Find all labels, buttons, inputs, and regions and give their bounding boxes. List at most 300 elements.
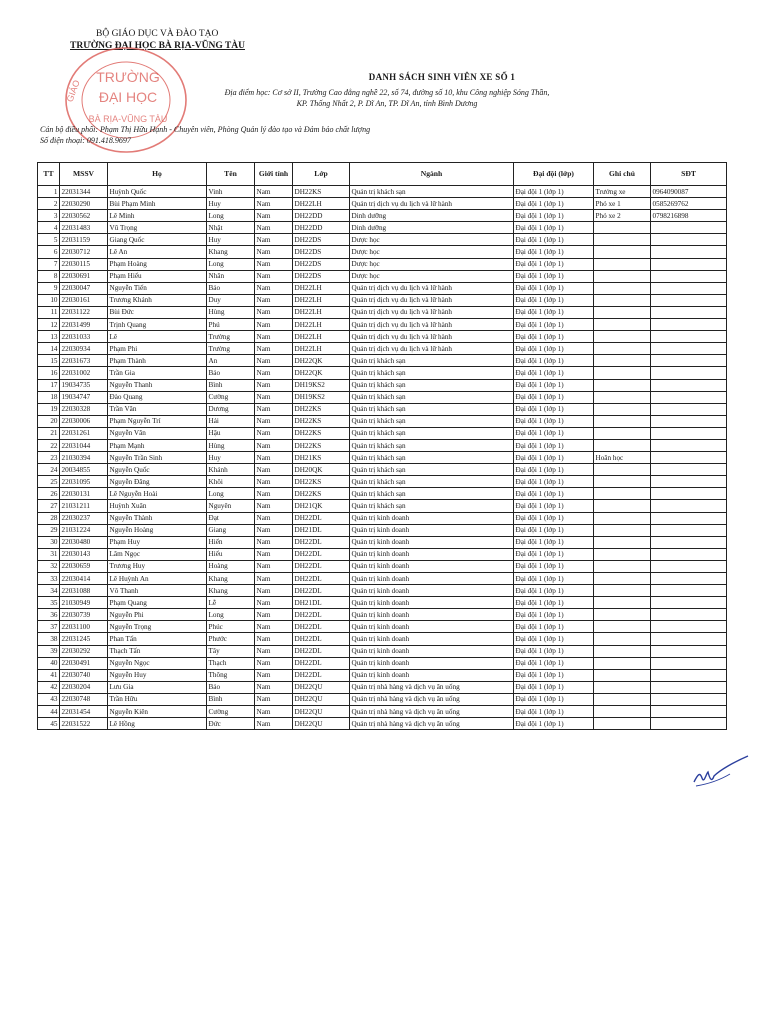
col-nganh-cell: Dược học — [350, 270, 514, 282]
col-nganh-cell: Quản trị dịch vụ du lịch và lữ hành — [350, 282, 514, 294]
col-lop-cell: DH22DL — [293, 573, 350, 585]
table-row — [38, 500, 727, 512]
col-ghi-chu-cell — [594, 391, 651, 403]
col-mssv-cell: 22031033 — [60, 331, 108, 343]
col-ho-cell: Võ Thanh — [108, 585, 207, 597]
table-row — [38, 476, 727, 488]
col-nganh-header: Ngành — [350, 163, 514, 186]
col-lop-cell: DH21DL — [293, 524, 350, 536]
col-gioi-tinh-cell: Nam — [255, 391, 293, 403]
col-nganh-cell: Quản trị dịch vụ du lịch và lữ hành — [350, 198, 514, 210]
col-nganh-cell: Quản trị nhà hàng và dịch vụ ăn uống — [350, 718, 514, 730]
table-row — [38, 621, 727, 633]
col-ghi-chu-cell — [594, 258, 651, 270]
col-mssv-cell: 19034735 — [60, 379, 108, 391]
col-nganh-cell: Dinh dưỡng — [350, 210, 514, 222]
col-tt-cell: 3 — [38, 210, 60, 222]
col-lop-cell: DH22LH — [293, 306, 350, 318]
col-gioi-tinh-cell: Nam — [255, 198, 293, 210]
col-nganh-cell: Quản trị dịch vụ du lịch và lữ hành — [350, 319, 514, 331]
col-ten-cell: Bảo — [207, 282, 255, 294]
col-tt-cell: 8 — [38, 270, 60, 282]
col-dai-doi-cell: Đại đội 1 (lớp 1) — [514, 633, 594, 645]
table-row — [38, 415, 727, 427]
col-lop-cell: DH22QU — [293, 718, 350, 730]
col-sdt-cell — [651, 343, 727, 355]
col-ten-cell: Hoàng — [207, 560, 255, 572]
col-mssv-cell: 22031454 — [60, 706, 108, 718]
col-lop-cell: DH22DL — [293, 560, 350, 572]
col-lop-cell: DH22DL — [293, 512, 350, 524]
col-dai-doi-cell: Đại đội 1 (lớp 1) — [514, 427, 594, 439]
col-nganh-cell: Quản trị dịch vụ du lịch và lữ hành — [350, 306, 514, 318]
col-gioi-tinh-cell: Nam — [255, 548, 293, 560]
col-ghi-chu-cell — [594, 657, 651, 669]
col-dai-doi-cell: Đại đội 1 (lớp 1) — [514, 246, 594, 258]
col-sdt-cell — [651, 355, 727, 367]
col-sdt-cell — [651, 536, 727, 548]
col-tt-cell: 20 — [38, 415, 60, 427]
col-ten-cell: Dương — [207, 403, 255, 415]
col-lop-cell: DH22KS — [293, 186, 350, 198]
col-dai-doi-cell: Đại đội 1 (lớp 1) — [514, 718, 594, 730]
col-ten-cell: Cường — [207, 706, 255, 718]
col-ho-cell: Lê Huỳnh An — [108, 573, 207, 585]
col-lop-cell: DH22QU — [293, 693, 350, 705]
col-sdt-cell — [651, 621, 727, 633]
col-ten-cell: Phú — [207, 319, 255, 331]
col-gioi-tinh-cell: Nam — [255, 234, 293, 246]
col-gioi-tinh-cell: Nam — [255, 246, 293, 258]
col-sdt-cell — [651, 669, 727, 681]
col-ghi-chu-cell — [594, 633, 651, 645]
col-dai-doi-cell: Đại đội 1 (lớp 1) — [514, 319, 594, 331]
col-lop-cell: DH19KS2 — [293, 379, 350, 391]
col-ghi-chu-cell — [594, 706, 651, 718]
col-dai-doi-cell: Đại đội 1 (lớp 1) — [514, 476, 594, 488]
col-sdt-cell — [651, 391, 727, 403]
col-gioi-tinh-cell: Nam — [255, 403, 293, 415]
col-gioi-tinh-cell: Nam — [255, 597, 293, 609]
col-dai-doi-cell: Đại đội 1 (lớp 1) — [514, 597, 594, 609]
col-ghi-chu-cell — [594, 246, 651, 258]
col-sdt-cell — [651, 222, 727, 234]
col-sdt-cell — [651, 452, 727, 464]
col-lop-cell: DH22DS — [293, 234, 350, 246]
col-ghi-chu-cell — [594, 645, 651, 657]
col-dai-doi-cell: Đại đội 1 (lớp 1) — [514, 548, 594, 560]
col-gioi-tinh-cell: Nam — [255, 718, 293, 730]
col-gioi-tinh-cell: Nam — [255, 500, 293, 512]
table-row — [38, 524, 727, 536]
col-mssv-cell: 22031673 — [60, 355, 108, 367]
col-ho-cell: Huỳnh Quốc — [108, 186, 207, 198]
col-dai-doi-cell: Đại đội 1 (lớp 1) — [514, 452, 594, 464]
col-mssv-header: MSSV — [60, 163, 108, 186]
col-lop-cell: DH22KS — [293, 427, 350, 439]
col-ghi-chu-cell — [594, 573, 651, 585]
table-row — [38, 294, 727, 306]
col-dai-doi-cell: Đại đội 1 (lớp 1) — [514, 306, 594, 318]
col-gioi-tinh-cell: Nam — [255, 693, 293, 705]
col-gioi-tinh-cell: Nam — [255, 294, 293, 306]
col-ho-cell: Nguyễn Trần Sinh — [108, 452, 207, 464]
table-row — [38, 573, 727, 585]
table-row — [38, 222, 727, 234]
col-tt-cell: 14 — [38, 343, 60, 355]
col-ten-cell: Long — [207, 488, 255, 500]
table-row — [38, 548, 727, 560]
col-ghi-chu-cell: Phó xe 1 — [594, 198, 651, 210]
col-tt-cell: 24 — [38, 464, 60, 476]
col-dai-doi-cell: Đại đội 1 (lớp 1) — [514, 609, 594, 621]
col-mssv-cell: 22031044 — [60, 439, 108, 451]
col-lop-cell: DH22KS — [293, 415, 350, 427]
col-dai-doi-cell: Đại đội 1 (lớp 1) — [514, 355, 594, 367]
col-gioi-tinh-cell: Nam — [255, 536, 293, 548]
col-ghi-chu-cell — [594, 536, 651, 548]
col-ten-cell: Thông — [207, 669, 255, 681]
col-dai-doi-cell: Đại đội 1 (lớp 1) — [514, 621, 594, 633]
col-ghi-chu-cell — [594, 439, 651, 451]
col-nganh-cell: Quản trị khách sạn — [350, 452, 514, 464]
col-ghi-chu-cell — [594, 403, 651, 415]
col-gioi-tinh-cell: Nam — [255, 210, 293, 222]
col-mssv-cell: 22031245 — [60, 633, 108, 645]
col-gioi-tinh-cell: Nam — [255, 609, 293, 621]
svg-text:TRƯỜNG: TRƯỜNG — [96, 69, 160, 85]
col-mssv-cell: 22030143 — [60, 548, 108, 560]
col-mssv-cell: 22030290 — [60, 198, 108, 210]
col-tt-cell: 33 — [38, 573, 60, 585]
table-row — [38, 560, 727, 572]
table-row — [38, 693, 727, 705]
col-tt-cell: 40 — [38, 657, 60, 669]
col-dai-doi-cell: Đại đội 1 (lớp 1) — [514, 270, 594, 282]
col-lop-cell: DH20QK — [293, 464, 350, 476]
col-sdt-cell — [651, 693, 727, 705]
col-tt-cell: 26 — [38, 488, 60, 500]
col-nganh-cell: Quản trị khách sạn — [350, 488, 514, 500]
col-nganh-cell: Quản trị nhà hàng và dịch vụ ăn uống — [350, 681, 514, 693]
col-mssv-cell: 22030562 — [60, 210, 108, 222]
col-sdt-cell — [651, 367, 727, 379]
col-tt-cell: 36 — [38, 609, 60, 621]
col-nganh-cell: Quản trị dịch vụ du lịch và lữ hành — [350, 343, 514, 355]
col-gioi-tinh-cell: Nam — [255, 306, 293, 318]
table-row — [38, 439, 727, 451]
col-mssv-cell: 22031088 — [60, 585, 108, 597]
col-tt-header: TT — [38, 163, 60, 186]
col-ho-header: Họ — [108, 163, 207, 186]
col-gioi-tinh-cell: Nam — [255, 585, 293, 597]
col-ten-cell: Hiếu — [207, 548, 255, 560]
col-mssv-cell: 22031261 — [60, 427, 108, 439]
col-lop-header: Lớp — [293, 163, 350, 186]
col-nganh-cell: Quản trị kinh doanh — [350, 669, 514, 681]
col-nganh-cell: Quản trị khách sạn — [350, 476, 514, 488]
col-gioi-tinh-cell: Nam — [255, 669, 293, 681]
col-gioi-tinh-cell: Nam — [255, 258, 293, 270]
svg-text:ĐẠI HỌC: ĐẠI HỌC — [98, 89, 158, 105]
col-nganh-cell: Quản trị khách sạn — [350, 439, 514, 451]
col-ten-cell: Hùng — [207, 306, 255, 318]
col-ghi-chu-cell — [594, 234, 651, 246]
col-ho-cell: Nguyễn Trọng — [108, 621, 207, 633]
col-dai-doi-cell: Đại đội 1 (lớp 1) — [514, 573, 594, 585]
col-lop-cell: DH22DL — [293, 621, 350, 633]
col-gioi-tinh-cell: Nam — [255, 415, 293, 427]
col-ten-cell: Bình — [207, 379, 255, 391]
col-ho-cell: Phạm Quang — [108, 597, 207, 609]
col-sdt-cell — [651, 439, 727, 451]
document-title: DANH SÁCH SINH VIÊN XE SỐ 1 — [368, 72, 516, 82]
table-row — [38, 669, 727, 681]
col-ho-cell: Lê Hồng — [108, 718, 207, 730]
table-row — [38, 645, 727, 657]
col-ten-cell: Nguyên — [207, 500, 255, 512]
col-ho-cell: Phạm Hiếu — [108, 270, 207, 282]
col-sdt-cell — [651, 258, 727, 270]
col-sdt-cell — [651, 379, 727, 391]
svg-text:GIÁO: GIÁO — [64, 78, 82, 104]
table-row — [38, 282, 727, 294]
col-tt-cell: 35 — [38, 597, 60, 609]
col-nganh-cell: Quản trị kinh doanh — [350, 536, 514, 548]
col-mssv-cell: 22030712 — [60, 246, 108, 258]
col-ho-cell: Đào Quang — [108, 391, 207, 403]
table-row — [38, 403, 727, 415]
col-ten-cell: Long — [207, 609, 255, 621]
col-ho-cell: Bùi Đức — [108, 306, 207, 318]
col-dai-doi-cell: Đại đội 1 (lớp 1) — [514, 657, 594, 669]
col-ten-cell: Khánh — [207, 464, 255, 476]
col-ho-cell: Phạm Mạnh — [108, 439, 207, 451]
col-dai-doi-cell: Đại đội 1 (lớp 1) — [514, 343, 594, 355]
col-dai-doi-cell: Đại đội 1 (lớp 1) — [514, 536, 594, 548]
col-ho-cell: Nguyễn Kiên — [108, 706, 207, 718]
col-lop-cell: DH22DL — [293, 633, 350, 645]
col-ho-cell: Phạm Nguyễn Trí — [108, 415, 207, 427]
col-nganh-cell: Quản trị dịch vụ du lịch và lữ hành — [350, 294, 514, 306]
table-row — [38, 512, 727, 524]
col-lop-cell: DH22DS — [293, 246, 350, 258]
col-dai-doi-cell: Đại đội 1 (lớp 1) — [514, 294, 594, 306]
col-lop-cell: DH22DL — [293, 657, 350, 669]
ministry-name: BỘ GIÁO DỤC VÀ ĐÀO TẠO — [96, 29, 219, 39]
col-lop-cell: DH22QK — [293, 355, 350, 367]
col-tt-cell: 7 — [38, 258, 60, 270]
col-nganh-cell: Dược học — [350, 234, 514, 246]
col-lop-cell: DH21QK — [293, 500, 350, 512]
table-row — [38, 706, 727, 718]
col-dai-doi-cell: Đại đội 1 (lớp 1) — [514, 645, 594, 657]
col-nganh-cell: Quản trị khách sạn — [350, 500, 514, 512]
table-row — [38, 186, 727, 198]
col-gioi-tinh-cell: Nam — [255, 681, 293, 693]
col-ho-cell: Trần Hữu — [108, 693, 207, 705]
col-mssv-cell: 22031159 — [60, 234, 108, 246]
col-nganh-cell: Dược học — [350, 258, 514, 270]
col-dai-doi-cell: Đại đội 1 (lớp 1) — [514, 415, 594, 427]
table-row — [38, 609, 727, 621]
col-dai-doi-cell: Đại đội 1 (lớp 1) — [514, 464, 594, 476]
col-nganh-cell: Quản trị nhà hàng và dịch vụ ăn uống — [350, 706, 514, 718]
col-nganh-cell: Quản trị kinh doanh — [350, 548, 514, 560]
col-ghi-chu-cell — [594, 524, 651, 536]
col-lop-cell: DH21DL — [293, 597, 350, 609]
study-location: Địa điểm học: Cơ sở II, Trường Cao đẳng nghề 22, số 74, đường số 10, khu Công nghiệp Sóng Thần, KP. Thống Nhất 2, P. Dĩ An, TP. Dĩ An, tỉnh Bình Dương — [224, 88, 550, 108]
col-ho-cell: Lâm Ngọc — [108, 548, 207, 560]
col-ho-cell: Trương Huy — [108, 560, 207, 572]
col-mssv-cell: 19034747 — [60, 391, 108, 403]
col-lop-cell: DH22DL — [293, 536, 350, 548]
col-mssv-cell: 22030006 — [60, 415, 108, 427]
col-mssv-cell: 22031499 — [60, 319, 108, 331]
col-dai-doi-cell: Đại đội 1 (lớp 1) — [514, 585, 594, 597]
col-tt-cell: 28 — [38, 512, 60, 524]
table-row — [38, 488, 727, 500]
col-sdt-cell — [651, 633, 727, 645]
table-row — [38, 270, 727, 282]
col-ghi-chu-cell — [594, 464, 651, 476]
col-ghi-chu-cell — [594, 415, 651, 427]
col-gioi-tinh-cell: Nam — [255, 657, 293, 669]
col-ghi-chu-cell — [594, 512, 651, 524]
table-row — [38, 306, 727, 318]
col-sdt-cell: 0964090087 — [651, 186, 727, 198]
col-ho-cell: Vũ Trọng — [108, 222, 207, 234]
col-lop-cell: DH22KS — [293, 403, 350, 415]
col-mssv-cell: 22030292 — [60, 645, 108, 657]
col-gioi-tinh-cell: Nam — [255, 367, 293, 379]
col-lop-cell: DH22DS — [293, 258, 350, 270]
col-ho-cell: Nguyễn Ngọc — [108, 657, 207, 669]
col-sdt-cell — [651, 319, 727, 331]
col-nganh-cell: Quản trị kinh doanh — [350, 585, 514, 597]
col-ho-cell: Trần Gia — [108, 367, 207, 379]
col-sdt-cell: 0798216898 — [651, 210, 727, 222]
col-ten-cell: Hiển — [207, 536, 255, 548]
table-row — [38, 536, 727, 548]
col-mssv-cell: 22030934 — [60, 343, 108, 355]
col-sdt-cell — [651, 476, 727, 488]
col-gioi-tinh-cell: Nam — [255, 524, 293, 536]
col-dai-doi-cell: Đại đội 1 (lớp 1) — [514, 560, 594, 572]
col-gioi-tinh-cell: Nam — [255, 439, 293, 451]
col-sdt-cell — [651, 234, 727, 246]
col-nganh-cell: Quản trị khách sạn — [350, 403, 514, 415]
col-gioi-tinh-cell: Nam — [255, 222, 293, 234]
col-ten-cell: Cường — [207, 391, 255, 403]
col-sdt-cell — [651, 585, 727, 597]
col-ho-cell: Phạm Phi — [108, 343, 207, 355]
col-ten-cell: Trường — [207, 331, 255, 343]
col-ho-cell: Lê Nguyễn Hoài — [108, 488, 207, 500]
table-row — [38, 391, 727, 403]
col-tt-cell: 22 — [38, 439, 60, 451]
col-nganh-cell: Quản trị khách sạn — [350, 427, 514, 439]
col-ho-cell: Lê Minh — [108, 210, 207, 222]
col-ten-cell: An — [207, 355, 255, 367]
col-tt-cell: 42 — [38, 681, 60, 693]
col-mssv-cell: 21031224 — [60, 524, 108, 536]
col-tt-cell: 6 — [38, 246, 60, 258]
svg-text:BÀ RỊA-VŨNG TÀU: BÀ RỊA-VŨNG TÀU — [88, 114, 168, 124]
col-ho-cell: Nguyễn Phi — [108, 609, 207, 621]
col-lop-cell: DH22LH — [293, 343, 350, 355]
col-lop-cell: DH22KS — [293, 476, 350, 488]
col-tt-cell: 31 — [38, 548, 60, 560]
col-tt-cell: 21 — [38, 427, 60, 439]
col-tt-cell: 12 — [38, 319, 60, 331]
col-ghi-chu-cell — [594, 379, 651, 391]
col-sdt-cell — [651, 415, 727, 427]
col-ten-header: Tên — [207, 163, 255, 186]
col-lop-cell: DH22LH — [293, 294, 350, 306]
col-mssv-cell: 22031344 — [60, 186, 108, 198]
col-ten-cell: Long — [207, 210, 255, 222]
table-header-row — [38, 163, 727, 186]
table-row — [38, 427, 727, 439]
col-tt-cell: 30 — [38, 536, 60, 548]
col-sdt-cell — [651, 548, 727, 560]
col-dai-doi-cell: Đại đội 1 (lớp 1) — [514, 222, 594, 234]
col-gioi-tinh-cell: Nam — [255, 512, 293, 524]
table-row — [38, 234, 727, 246]
col-lop-cell: DH22DL — [293, 645, 350, 657]
col-sdt-cell — [651, 427, 727, 439]
col-ghi-chu-cell: Hoãn học — [594, 452, 651, 464]
col-ho-cell: Giang Quốc — [108, 234, 207, 246]
col-ghi-chu-cell — [594, 331, 651, 343]
col-tt-cell: 11 — [38, 306, 60, 318]
col-ho-cell: Bùi Phạm Minh — [108, 198, 207, 210]
col-sdt-cell — [651, 270, 727, 282]
col-sdt-cell — [651, 718, 727, 730]
col-nganh-cell: Quản trị nhà hàng và dịch vụ ăn uống — [350, 693, 514, 705]
col-nganh-cell: Quản trị kinh doanh — [350, 657, 514, 669]
col-ho-cell: Thạch Tấn — [108, 645, 207, 657]
table-row — [38, 681, 727, 693]
col-tt-cell: 44 — [38, 706, 60, 718]
col-gioi-tinh-cell: Nam — [255, 331, 293, 343]
handwritten-signature — [690, 752, 750, 792]
col-ten-cell: Trường — [207, 343, 255, 355]
col-ten-cell: Tây — [207, 645, 255, 657]
col-tt-cell: 10 — [38, 294, 60, 306]
col-ghi-chu-cell — [594, 718, 651, 730]
col-mssv-cell: 22030115 — [60, 258, 108, 270]
col-tt-cell: 19 — [38, 403, 60, 415]
col-ho-cell: Phan Tấn — [108, 633, 207, 645]
col-nganh-cell: Quản trị khách sạn — [350, 415, 514, 427]
col-sdt-cell — [651, 681, 727, 693]
col-ghi-chu-cell — [594, 427, 651, 439]
col-ghi-chu-cell — [594, 597, 651, 609]
col-tt-cell: 32 — [38, 560, 60, 572]
col-ho-cell: Nguyễn Thành — [108, 512, 207, 524]
col-ghi-chu-cell — [594, 609, 651, 621]
col-gioi-tinh-cell: Nam — [255, 186, 293, 198]
col-mssv-cell: 22031100 — [60, 621, 108, 633]
col-lop-cell: DH22QU — [293, 706, 350, 718]
col-dai-doi-cell: Đại đội 1 (lớp 1) — [514, 669, 594, 681]
col-sdt-cell — [651, 246, 727, 258]
col-ghi-chu-cell — [594, 222, 651, 234]
col-gioi-tinh-cell: Nam — [255, 645, 293, 657]
col-dai-doi-cell: Đại đội 1 (lớp 1) — [514, 282, 594, 294]
